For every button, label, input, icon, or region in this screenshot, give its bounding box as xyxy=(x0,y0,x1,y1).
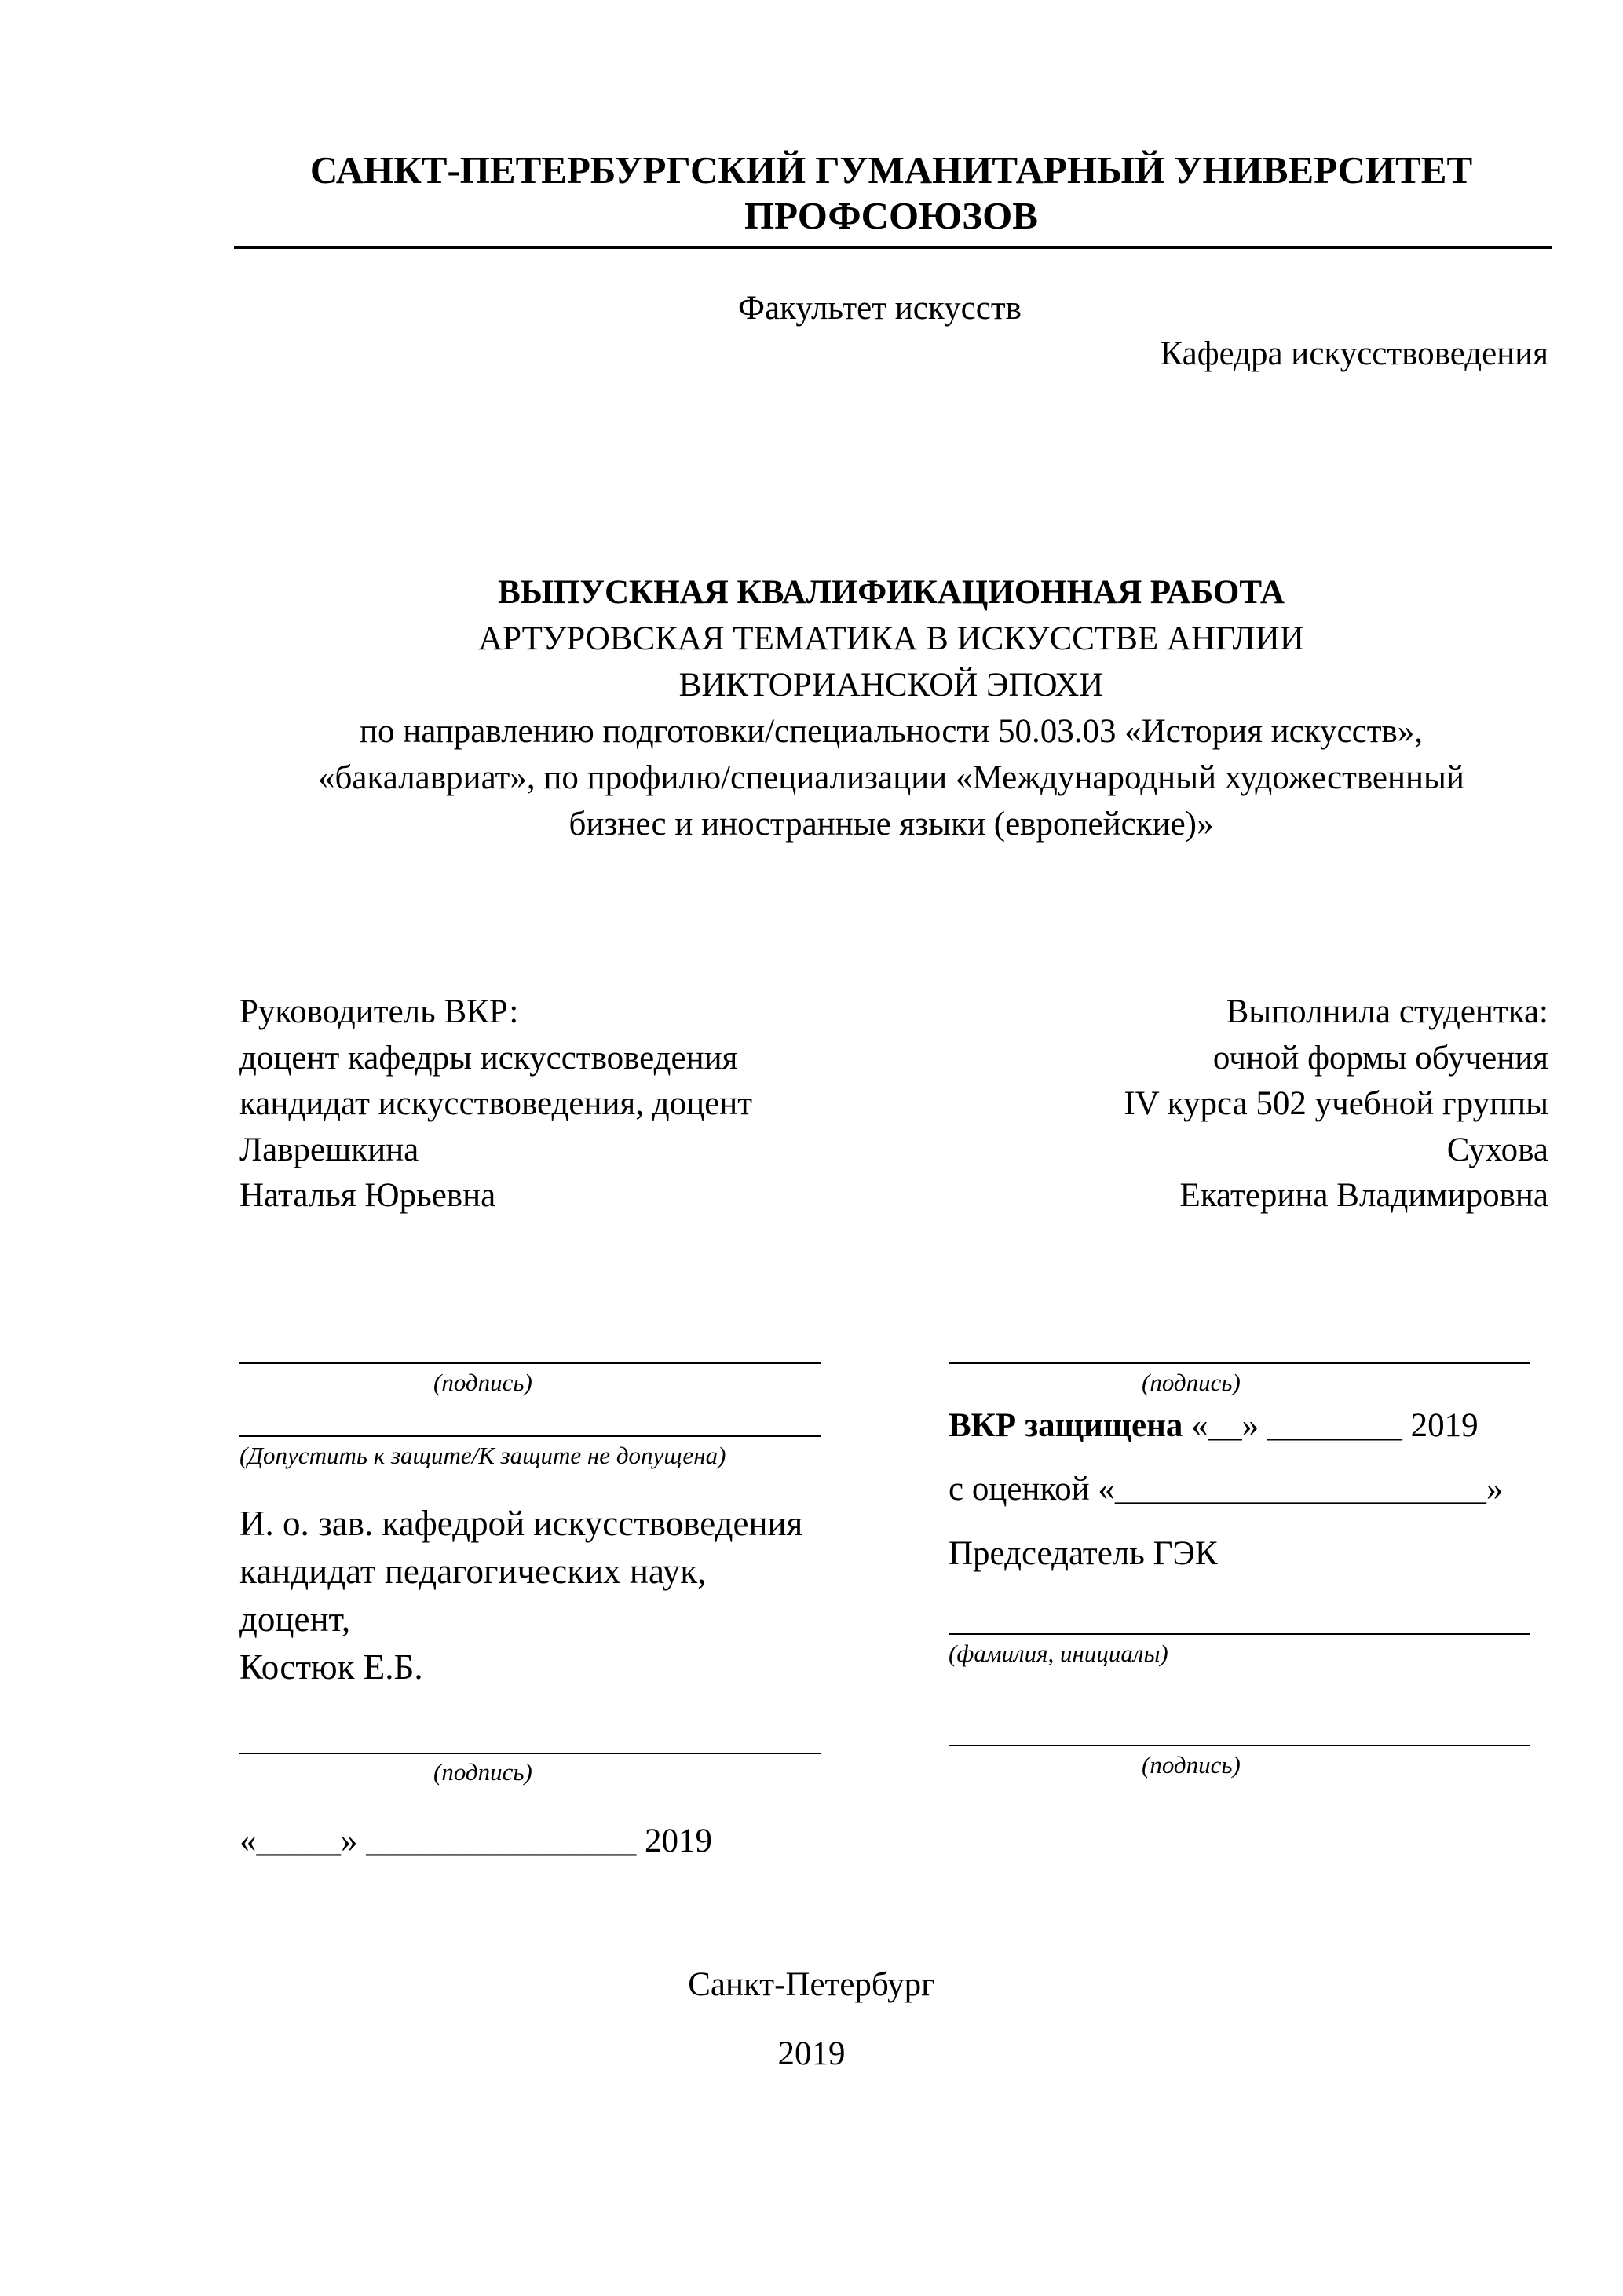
work-type: ВЫПУСКНАЯ КВАЛИФИКАЦИОННАЯ РАБОТА xyxy=(498,574,1285,611)
supervisor-position: доцент кафедры искусствоведения xyxy=(239,1039,738,1077)
student-course: IV курса 502 учебной группы xyxy=(1124,1085,1548,1122)
year: 2019 xyxy=(777,2035,846,2072)
head-line1: И. о. зав. кафедрой искусствоведения xyxy=(239,1504,803,1543)
thesis-title-block xyxy=(188,569,1594,847)
student-signature-caption: (подпись) xyxy=(1142,1369,1241,1396)
defense-date: «__» ________ 2019 xyxy=(1183,1407,1479,1444)
defense-date-line xyxy=(949,1403,1479,1449)
university-name-line1: САНКТ-ПЕТЕРБУРГСКИЙ ГУМАНИТАРНЫЙ УНИВЕРСИТЕТ xyxy=(309,148,1473,192)
student-surname: Сухова xyxy=(1446,1131,1548,1168)
defense-label: ВКР защищена xyxy=(949,1407,1183,1444)
head-line2: кандидат педагогических наук, xyxy=(239,1552,707,1591)
head-line4: Костюк Е.Б. xyxy=(239,1647,423,1687)
head-signature-caption: (подпись) xyxy=(433,1758,532,1786)
head-of-department-block xyxy=(239,1500,802,1691)
student-label: Выполнила студентка: xyxy=(1226,993,1548,1030)
university-name-line2: ПРОФСОЮЗОВ xyxy=(744,194,1038,237)
chair-signature-caption: (подпись) xyxy=(1142,1751,1241,1779)
grade-line: с оценкой «______________________» xyxy=(949,1471,1504,1508)
department-name: Кафедра искусствоведения xyxy=(1160,335,1548,372)
commission-chair-label: Председатель ГЭК xyxy=(949,1535,1218,1572)
direction-line3: бизнес и иностранные языки (европейские)» xyxy=(568,806,1214,843)
approval-date-line: «_____» ________________ 2019 xyxy=(239,1823,712,1859)
university-name xyxy=(236,148,1547,239)
supervisor-surname: Лаврешкина xyxy=(239,1131,419,1168)
direction-line1: по направлению подготовки/специальности 50.03.03 «История искусств», xyxy=(359,713,1424,750)
head-line3: доцент, xyxy=(239,1600,351,1639)
supervisor-name: Наталья Юрьевна xyxy=(239,1177,496,1214)
topic-line1: АРТУРОВСКАЯ ТЕМАТИКА В ИСКУССТВЕ АНГЛИИ xyxy=(478,620,1304,657)
head-signature-line xyxy=(239,1753,821,1754)
chair-name-line xyxy=(949,1633,1530,1635)
supervisor-degree: кандидат искусствоведения, доцент xyxy=(239,1085,753,1122)
faculty-name: Факультет искусств xyxy=(738,290,1022,327)
admission-line xyxy=(239,1435,821,1437)
city: Санкт-Петербург xyxy=(688,1966,935,2003)
supervisor-signature-line xyxy=(239,1362,821,1364)
chair-name-caption: (фамилия, инициалы) xyxy=(949,1640,1168,1667)
supervisor-block xyxy=(239,989,752,1219)
direction-line2: «бакалавриат», по профилю/специализации «Международный художественный xyxy=(318,759,1464,796)
supervisor-label: Руководитель ВКР: xyxy=(239,993,519,1030)
supervisor-signature-caption: (подпись) xyxy=(433,1369,532,1396)
admission-caption: (Допустить к защите/К защите не допущена) xyxy=(239,1442,726,1469)
student-form: очной формы обучения xyxy=(1212,1039,1548,1077)
chair-signature-line xyxy=(949,1745,1530,1746)
topic-line2: ВИКТОРИАНСКОЙ ЭПОХИ xyxy=(678,667,1104,704)
header-divider xyxy=(234,246,1552,249)
student-block xyxy=(1124,989,1548,1219)
student-name: Екатерина Владимировна xyxy=(1179,1177,1548,1214)
student-signature-line xyxy=(949,1362,1530,1364)
